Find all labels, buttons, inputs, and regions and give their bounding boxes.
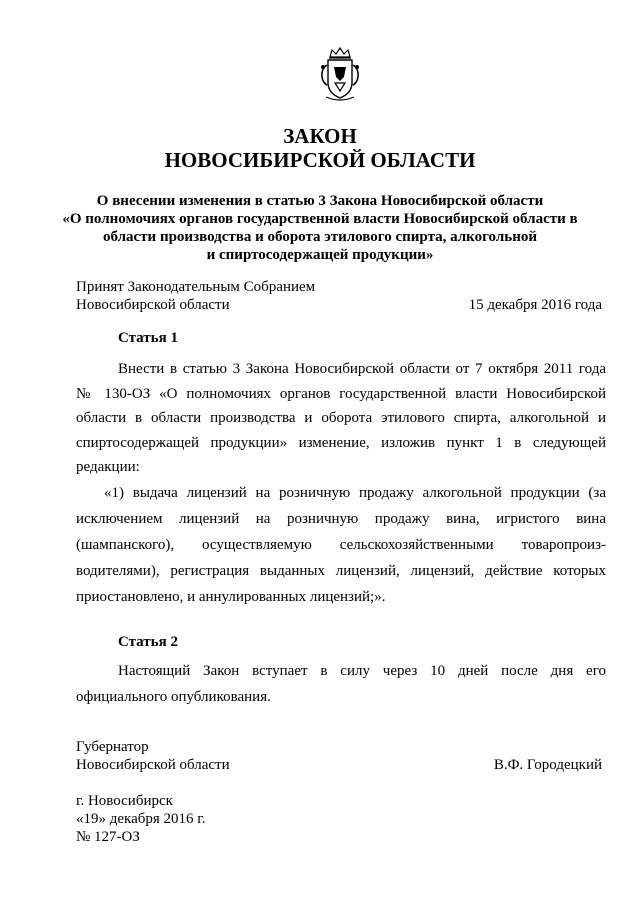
article-2-line-1: Настоящий Закон вступает в силу через 10 дней после дня его bbox=[118, 663, 606, 679]
article-1-quote-line-5: приостановлено, и аннулированных лицензий;». bbox=[76, 589, 386, 605]
subject-line-2: «О полномочиях органов государственной власти Новосибирской области в bbox=[62, 211, 578, 227]
article-2-heading: Статья 2 bbox=[118, 634, 178, 650]
subject-line-1: О внесении изменения в статью 3 Закона Новосибирской области bbox=[96, 193, 544, 209]
article-1-quote-line-4: водителями), регистрация выданных лицензий, лицензий, действие которых bbox=[76, 563, 606, 579]
article-1-line-1: Внести в статью 3 Закона Новосибирской области от 7 октября 2011 года bbox=[118, 361, 606, 377]
law-title: ЗАКОН bbox=[283, 124, 357, 148]
signatory-name: В.Ф. Городецкий bbox=[493, 757, 602, 773]
article-2-line-2: официального опубликования. bbox=[76, 689, 271, 705]
city: г. Новосибирск bbox=[76, 793, 173, 809]
article-1-heading: Статья 1 bbox=[118, 330, 178, 346]
article-1-line-4: спиртосодержащей продукции» изменение, изложив пункт 1 в следующей bbox=[76, 435, 606, 451]
subject-line-4: и спиртосодержащей продукции» bbox=[206, 247, 434, 263]
adoption-line-1: Принят Законодательным Собранием bbox=[76, 279, 316, 295]
signature-position-2: Новосибирской области bbox=[76, 757, 230, 773]
signature-position-1: Губернатор bbox=[76, 739, 149, 755]
article-1-line-5: редакции: bbox=[76, 459, 140, 475]
signing-date: «19» декабря 2016 г. bbox=[76, 811, 206, 827]
article-1-line-2: № 130-ОЗ «О полномочиях органов государственной власти Новосибирской bbox=[76, 386, 606, 402]
adoption-date: 15 декабря 2016 года bbox=[468, 297, 602, 313]
article-1-quote-line-1: «1) выдача лицензий на розничную продажу алкогольной продукции (за bbox=[104, 485, 606, 501]
coat-of-arms-emblem bbox=[318, 47, 362, 103]
adoption-line-2: Новосибирской области bbox=[76, 297, 230, 313]
article-1-quote-line-3: (шампанского), осуществляемую сельскохозяйственными товаропроиз- bbox=[76, 537, 606, 553]
article-1-line-3: области в области производства и оборота этилового спирта, алкогольной и bbox=[76, 410, 606, 426]
law-number: № 127-ОЗ bbox=[76, 829, 140, 845]
subject-line-3: области производства и оборота этилового спирта, алкогольной bbox=[102, 229, 537, 245]
region-title: НОВОСИБИРСКОЙ ОБЛАСТИ bbox=[164, 148, 476, 172]
article-1-quote-line-2: исключением лицензий на розничную продажу вина, игристого вина bbox=[76, 511, 606, 527]
